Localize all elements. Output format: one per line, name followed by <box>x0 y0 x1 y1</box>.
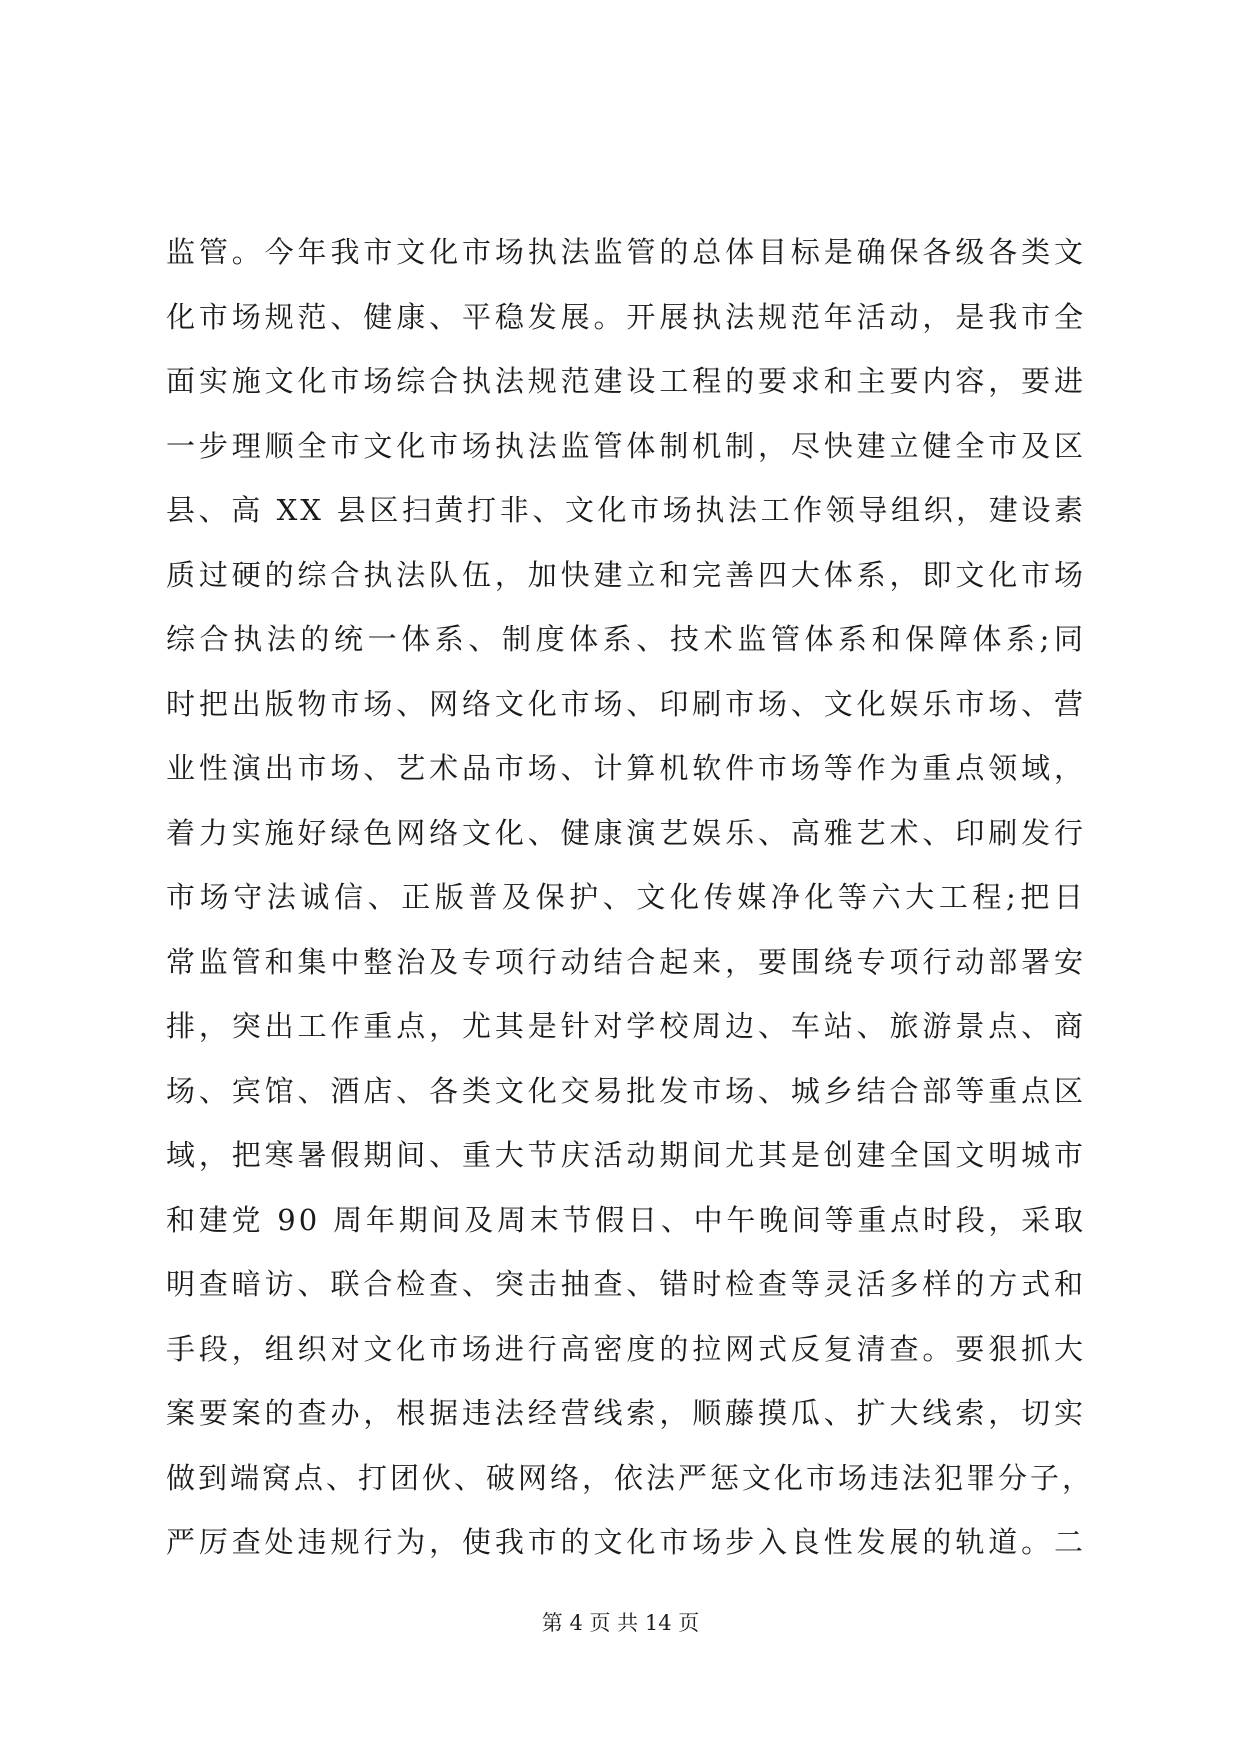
text-line: 案要案的查办，根据违法经营线索，顺藤摸瓜、扩大线索，切实 <box>166 1396 1086 1430</box>
text-line: 县、高 XX 县区扫黄打非、文化市场执法工作领导组织，建设素 <box>166 493 1086 527</box>
text-line: 严厉查处违规行为，使我市的文化市场步入良性发展的轨道。二 <box>166 1525 1086 1559</box>
page-footer <box>0 1609 1241 1637</box>
text-line: 监管。今年我市文化市场执法监管的总体目标是确保各级各类文 <box>166 235 1086 269</box>
text-line: 市场守法诚信、正版普及保护、文化传媒净化等六大工程;把日 <box>166 880 1086 914</box>
text-line: 面实施文化市场综合执法规范建设工程的要求和主要内容，要进 <box>166 364 1086 398</box>
text-line: 做到端窝点、打团伙、破网络，依法严惩文化市场违法犯罪分子， <box>166 1460 1095 1495</box>
text-line: 综合执法的统一体系、制度体系、技术监管体系和保障体系;同 <box>166 622 1086 656</box>
text-line: 质过硬的综合执法队伍，加快建立和完善四大体系，即文化市场 <box>166 557 1086 592</box>
text-line: 业性演出市场、艺术品市场、计算机软件市场等作为重点领域， <box>166 751 1086 785</box>
text-line: 域，把寒暑假期间、重大节庆活动期间尤其是创建全国文明城市 <box>166 1138 1086 1172</box>
text-line: 和建党 90 周年期间及周末节假日、中午晚间等重点时段，采取 <box>166 1202 1086 1237</box>
body-text <box>166 232 1095 1587</box>
text-line: 明查暗访、联合检查、突击抽查、错时检查等灵活多样的方式和 <box>166 1267 1086 1301</box>
page-number: 第 4 页 共 14 页 <box>541 1611 700 1635</box>
text-line: 常监管和集中整治及专项行动结合起来，要围绕专项行动部署安 <box>166 944 1086 979</box>
text-line: 时把出版物市场、网络文化市场、印刷市场、文化娱乐市场、营 <box>166 686 1086 721</box>
text-line: 手段，组织对文化市场进行高密度的拉网式反复清查。要狠抓大 <box>166 1331 1086 1366</box>
text-line: 一步理顺全市文化市场执法监管体制机制，尽快建立健全市及区 <box>166 428 1086 463</box>
text-line: 化市场规范、健康、平稳发展。开展执法规范年活动，是我市全 <box>166 299 1086 334</box>
text-line: 场、宾馆、酒店、各类文化交易批发市场、城乡结合部等重点区 <box>166 1073 1086 1108</box>
text-line: 排，突出工作重点，尤其是针对学校周边、车站、旅游景点、商 <box>166 1009 1086 1043</box>
text-line: 着力实施好绿色网络文化、健康演艺娱乐、高雅艺术、印刷发行 <box>166 815 1086 850</box>
